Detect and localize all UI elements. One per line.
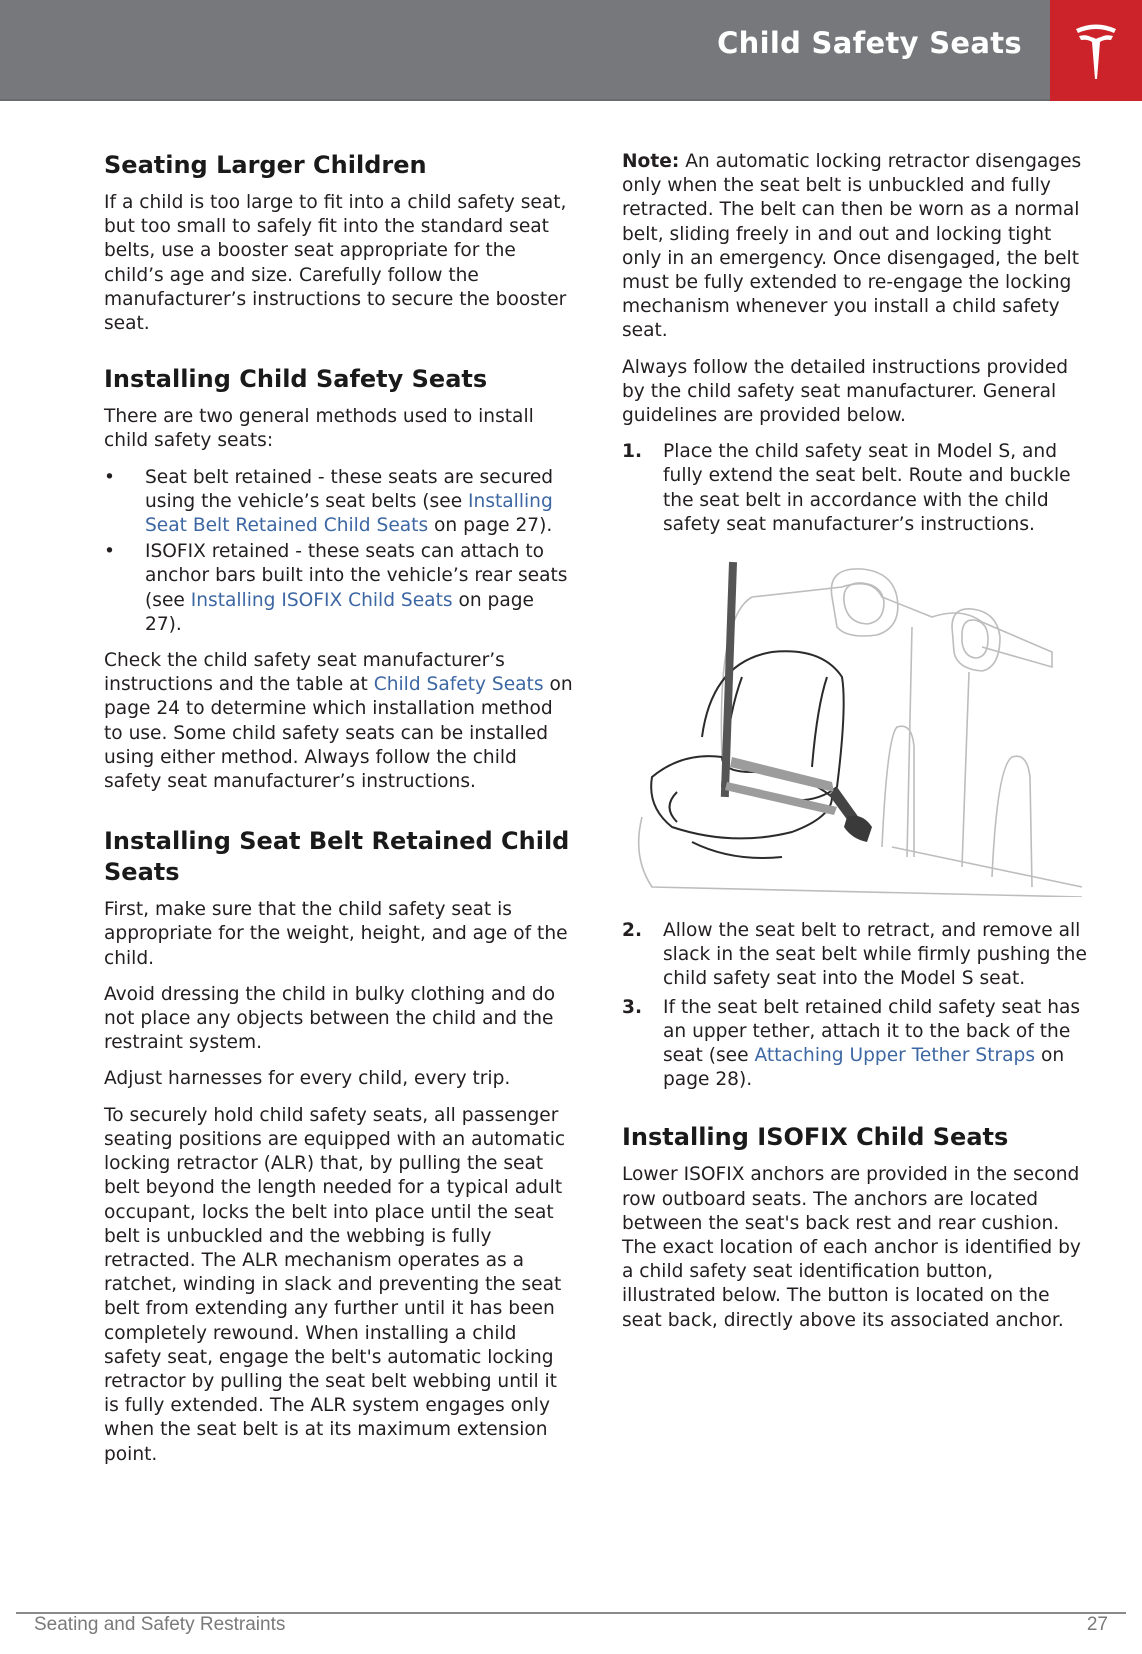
paragraph: Adjust harnesses for every child, every trip. xyxy=(104,1068,511,1090)
list-item: • ISOFIX retained - these seats can attach to anchor bars built into the vehicle’s rear seats (see Installing ISOFIX Child Seats on page 27). xyxy=(104,541,568,635)
paragraph-always-follow: Always follow the detailed instructions provided by the child safety seat manufacturer. General guidelines are provided below. xyxy=(622,356,1069,427)
step-item: 2. Allow the seat belt to retract, and remove all slack in the seat belt while firmly pushing the child safety seat into the Model S seat. xyxy=(622,920,1087,990)
installation-methods-list xyxy=(104,466,574,637)
left-column xyxy=(104,150,574,1487)
right-column xyxy=(622,150,1092,1353)
steps-list-part2 xyxy=(622,919,1092,1092)
bullet-icon: • xyxy=(104,541,115,563)
heading-seating-larger-children: Seating Larger Children xyxy=(104,151,427,179)
footer-section-name: Seating and Safety Restraints xyxy=(34,1614,286,1635)
step-item: 1. Place the child safety seat in Model S, and fully extend the seat belt. Route and buckle the seat belt in accordance with the child safety seat manufacturer’s instructions. xyxy=(622,441,1071,535)
seat-belt-installation-illustration xyxy=(622,557,1092,897)
link-installing-seat-belt-retained[interactable]: Installing Seat Belt Retained Child Seats xyxy=(145,490,553,537)
link-child-safety-seats[interactable]: Child Safety Seats xyxy=(373,674,544,696)
heading-installing-child-safety-seats: Installing Child Safety Seats xyxy=(104,365,488,394)
brand-logo-box xyxy=(1050,0,1142,101)
section-seating-larger-children xyxy=(104,150,574,336)
paragraph: Avoid dressing the child in bulky clothing and do not place any objects between the child and the restraint system. xyxy=(104,983,556,1054)
link-installing-isofix[interactable]: Installing ISOFIX Child Seats xyxy=(190,589,453,611)
page-header xyxy=(0,0,1142,101)
step-number: 2. xyxy=(622,920,643,942)
note-alr: Note: An automatic locking retractor disengages only when the seat belt is unbuckled and fully retracted. The belt can then be worn as a normal belt, sliding freely in and out and locking tight only in an emergency. Once disengaged, the belt must be fully extended to re-engage the locking mechanism whenever you install a child safety seat. xyxy=(622,151,1082,342)
paragraph-seating-larger-children: If a child is too large to fit into a child safety seat, but too small to safely fit into the standard seat belts, use a booster seat appropriate for the child’s age and size. Carefully follow the manufacturer’s instructions to secure the booster seat. xyxy=(104,192,567,335)
paragraph: First, make sure that the child safety seat is appropriate for the weight, height, and age of the child. xyxy=(104,899,568,969)
step-item: 3. If the seat belt retained child safety seat has an upper tether, attach it to the back of the seat (see Attaching Upper Tether Straps on page 28). xyxy=(622,996,1081,1091)
bullet-icon: • xyxy=(104,466,115,488)
paragraph-isofix-anchors: Lower ISOFIX anchors are provided in the second row outboard seats. The anchors are located between the seat's back rest and rear cushion. The exact location of each anchor is identified by a child safety seat identification button, illustrated below. The button is located on the seat back, directly above its associated anchor. xyxy=(622,1164,1081,1331)
note-label: Note: xyxy=(622,151,680,172)
step-number: 3. xyxy=(622,996,643,1018)
paragraph-two-methods: There are two general methods used to install child safety seats: xyxy=(104,406,534,452)
heading-seat-belt-retained: Installing Seat Belt Retained Child Seats xyxy=(104,827,570,887)
section-seat-belt-retained xyxy=(104,826,574,1466)
tesla-logo-icon xyxy=(1074,21,1118,81)
child-seat-illustration-icon xyxy=(622,557,1092,897)
chapter-title: Child Safety Seats xyxy=(717,26,1022,60)
heading-installing-isofix: Installing ISOFIX Child Seats xyxy=(622,1123,1009,1152)
section-installing-child-safety-seats xyxy=(104,364,574,794)
section-installing-isofix xyxy=(622,1122,1092,1332)
paragraph-alr: To securely hold child safety seats, all passenger seating positions are equipped with an automatic locking retractor (ALR) that, by pulling the seat belt beyond the length needed for a typical adult occupant, locks the belt into place until the seat belt is unbuckled and the webbing is fully retracted. The ALR mechanism operates as a ratchet, winding in slack and preventing the seat belt from extending any further until it has been completely rewound. When installing a child safety seat, engage the belt's automatic locking retractor by pulling the seat belt webbing until it is fully extended. The ALR system engages only when the seat belt is at its maximum extension point. xyxy=(104,1104,566,1465)
link-attaching-upper-tether-straps[interactable]: Attaching Upper Tether Straps xyxy=(754,1045,1036,1067)
paragraph-check-manufacturer: Check the child safety seat manufacturer’s instructions and the table at Child Safety Seats on page 24 to determine which installation method to use. Some child safety seats can be installed using either method. Always follow the child safety seat manufacturer’s instructions. xyxy=(104,650,573,793)
step-number: 1. xyxy=(622,441,643,463)
page-number: 27 xyxy=(1086,1614,1108,1635)
steps-list-part1 xyxy=(622,440,1092,537)
list-item: • Seat belt retained - these seats are secured using the vehicle’s seat belts (see Installing Seat Belt Retained Child Seats on page 27). xyxy=(104,466,554,537)
